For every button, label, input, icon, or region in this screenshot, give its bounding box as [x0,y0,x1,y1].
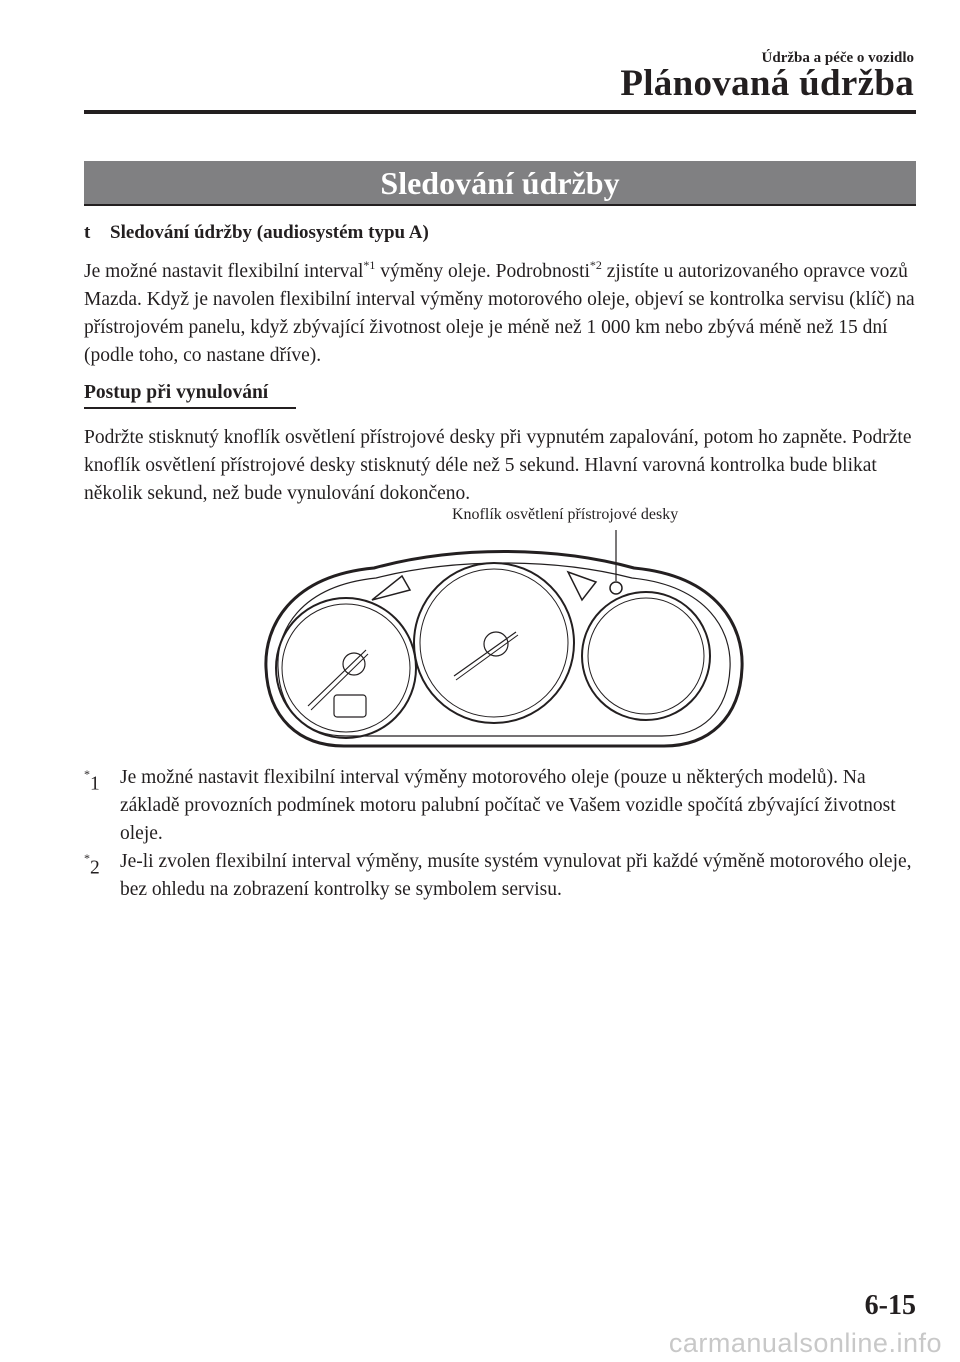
procedure-heading: Postup při vynulování [84,382,269,403]
footnote-2-text: Je-li zvolen flexibilní interval výměny, musíte systém vynulovat při každé výměně motorového oleje, bez ohledu na zobrazení kontrolky se symbolem servisu. [120,851,912,900]
procedure-paragraph: Podržte stisknutý knoflík osvětlení přístrojové desky při vypnutém zapalování, potom ho zapněte. Podržte knoflík osvětlení přístrojové desky stisknutý déle než 5 sekund. Hlavní varovná kontrolka bude blikat několik sekund, než bude vynulování dokončeno. [84,427,912,504]
footnote-1-mark [84,764,100,799]
chapter-label: Údržba a péče o vozidlo [761,50,914,66]
intro-paragraph [84,258,920,370]
footnote-2-asterisk: * [84,851,90,865]
footnote-ref-1: *1 [363,257,376,272]
intro-text-1: Je možné nastavit flexibilní interval [84,261,364,282]
subsection-bullet: t [84,222,91,243]
left-warning-panel [372,576,410,600]
page-number: 6-15 [864,1290,916,1321]
footnote-1-asterisk: * [84,767,90,781]
right-warning-panel [568,572,596,600]
cluster-housing-inner [278,563,730,736]
left-gauge-needle-edge [311,654,368,710]
left-gauge-hub [343,653,365,675]
footnote-2 [84,848,920,904]
center-gauge [414,563,574,723]
header-rule [84,110,916,114]
left-gauge-display [334,695,366,717]
footnote-ref-2: *2 [589,257,602,272]
left-gauge-needle [308,650,366,706]
illumination-knob [610,582,622,594]
footnote-1 [84,764,920,848]
procedure-heading-underline [84,407,296,409]
subsection-heading [84,222,429,244]
footnote-1-number: 1 [90,773,100,795]
section-banner: Sledování údržby [84,161,916,206]
instrument-cluster-diagram [254,528,754,750]
intro-text-2: výměny oleje. Podrobnosti [375,261,590,282]
section-title: Plánovaná údržba [620,63,914,104]
left-gauge-ring [282,604,410,732]
right-gauge [582,592,710,720]
center-gauge-ring [420,569,568,717]
subsection-title: Sledování údržby (audiosystém typu A) [110,222,429,243]
diagram-callout-label: Knoflík osvětlení přístrojové desky [452,506,679,523]
right-gauge-ring [588,598,704,714]
footnote-2-number: 2 [90,857,100,879]
footnote-2-mark [84,848,100,883]
intro-text-3: zjistíte u autorizovaného opravce vozů Mazda. Když je navolen flexibilní interval výměny motorového oleje, objeví se kontrolka servisu (klíč) na přístrojovém panelu, když zbývající životnost oleje je méně než 1 000 km nebo zbývá méně než 15 dní (podle toho, co nastane dříve). [84,261,915,366]
watermark: carmanualsonline.info [668,1328,942,1358]
center-gauge-needle-edge [456,635,518,680]
footnote-1-text: Je možné nastavit flexibilní interval výměny motorového oleje (pouze u některých modelů). Na základě provozních podmínek motoru palubní počítač ve Vašem vozidle spočítá zbývající životnost oleje. [120,767,896,844]
